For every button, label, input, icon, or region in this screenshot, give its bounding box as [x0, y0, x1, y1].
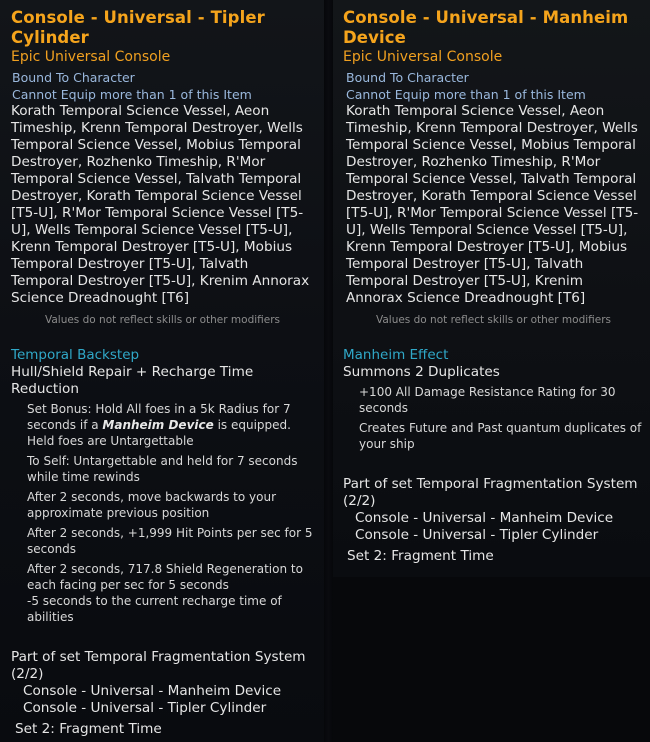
set-item-tipler: Console - Universal - Tipler Cylinder — [23, 700, 267, 716]
effect-set-bonus — [27, 401, 314, 449]
bound-status: Bound To Character — [12, 70, 135, 85]
set-bonus: Set 2: Fragment Time — [347, 548, 494, 564]
ability-description: Hull/Shield Repair + Recharge Time Reduction — [11, 364, 254, 397]
modifiers-note: Values do not reflect skills or other modifiers — [375, 314, 612, 326]
item-title: Console - Universal - Manheim Device — [343, 8, 629, 47]
set-bonus: Set 2: Fragment Time — [15, 721, 162, 737]
set-title: Part of set Temporal Fragmentation System (2/2) — [343, 476, 638, 509]
set-title: Part of set Temporal Fragmentation System (2/2) — [11, 649, 306, 682]
item-rarity-type: Epic Universal Console — [11, 49, 171, 65]
ship-restrictions: Korath Temporal Science Vessel, Aeon Timeship, Krenn Temporal Destroyer, Wells Temporal Science Vessel, Mobius Temporal Destroyer, Rozhenko Timeship, R'Mor Temporal Science Vessel, Talvath Temporal Destroyer, Korath Temporal Science Vessel [T5-U], R'Mor Temporal Science Vessel [T5-U], Wells Temporal Science Vessel [T5-U], Krenn Temporal Destroyer [T5-U], Mobius Temporal Destroyer [T5-U], Talvath Temporal Destroyer [T5-U], Krenim Annorax Science Dreadnought [T6] — [11, 103, 310, 306]
ship-restrictions: Korath Temporal Science Vessel, Aeon Timeship, Krenn Temporal Destroyer, Wells Temporal Science Vessel, Mobius Temporal Destroyer, Rozhenko Timeship, R'Mor Temporal Science Vessel, Talvath Temporal Destroyer, Korath Temporal Science Vessel [T5-U], R'Mor Temporal Science Vessel [T5-U], Wells Temporal Science Vessel [T5-U], Krenn Temporal Destroyer [T5-U], Mobius Temporal Destroyer [T5-U], Talvath Temporal Destroyer [T5-U], Krenim Annorax Science Dreadnought [T6] — [346, 103, 639, 306]
effect-to-self: To Self: Untargettable and held for 7 seconds while time rewinds — [27, 454, 298, 484]
set-item-manheim: Console - Universal - Manheim Device — [23, 683, 282, 699]
effect-text: is equipped. Held foes are Untargettable — [27, 418, 291, 448]
set-item-tipler: Console - Universal - Tipler Cylinder — [355, 527, 599, 543]
linked-item-name: Manheim Device — [102, 418, 214, 432]
equip-limit: Cannot Equip more than 1 of this Item — [12, 86, 252, 102]
item-rarity-type: Epic Universal Console — [343, 49, 503, 65]
effect-damage-resistance: +100 All Damage Resistance Rating for 30 seconds — [359, 385, 616, 415]
effect-recharge: -5 seconds to the current recharge time of abilities — [27, 594, 282, 624]
effect-text: Set Bonus: Hold All foes in a 5k Radius for 7 seconds if a — [27, 402, 291, 432]
item-title: Console - Universal - Tipler Cylinder — [11, 8, 265, 47]
panel-divider — [324, 0, 333, 742]
ability-effects — [343, 384, 644, 452]
effect-duplicates: Creates Future and Past quantum duplicates of your ship — [359, 421, 642, 451]
effect-hit-points: After 2 seconds, +1,999 Hit Points per sec for 5 seconds — [27, 526, 313, 556]
modifiers-note: Values do not reflect skills or other modifiers — [44, 314, 281, 326]
tooltip-tipler-cylinder — [0, 0, 324, 742]
ability-name: Manheim Effect — [343, 347, 449, 363]
effect-shield-regen: After 2 seconds, 717.8 Shield Regeneration to each facing per sec for 5 seconds — [27, 562, 303, 592]
effect-move-backwards: After 2 seconds, move backwards to your approximate previous position — [27, 490, 277, 520]
ability-effects — [11, 401, 314, 625]
ability-name: Temporal Backstep — [11, 347, 140, 363]
tooltip-manheim-device — [333, 0, 650, 742]
set-item-manheim: Console - Universal - Manheim Device — [355, 510, 614, 526]
ability-description: Summons 2 Duplicates — [343, 364, 500, 380]
bound-status: Bound To Character — [346, 70, 469, 85]
equip-limit: Cannot Equip more than 1 of this Item — [346, 86, 586, 102]
